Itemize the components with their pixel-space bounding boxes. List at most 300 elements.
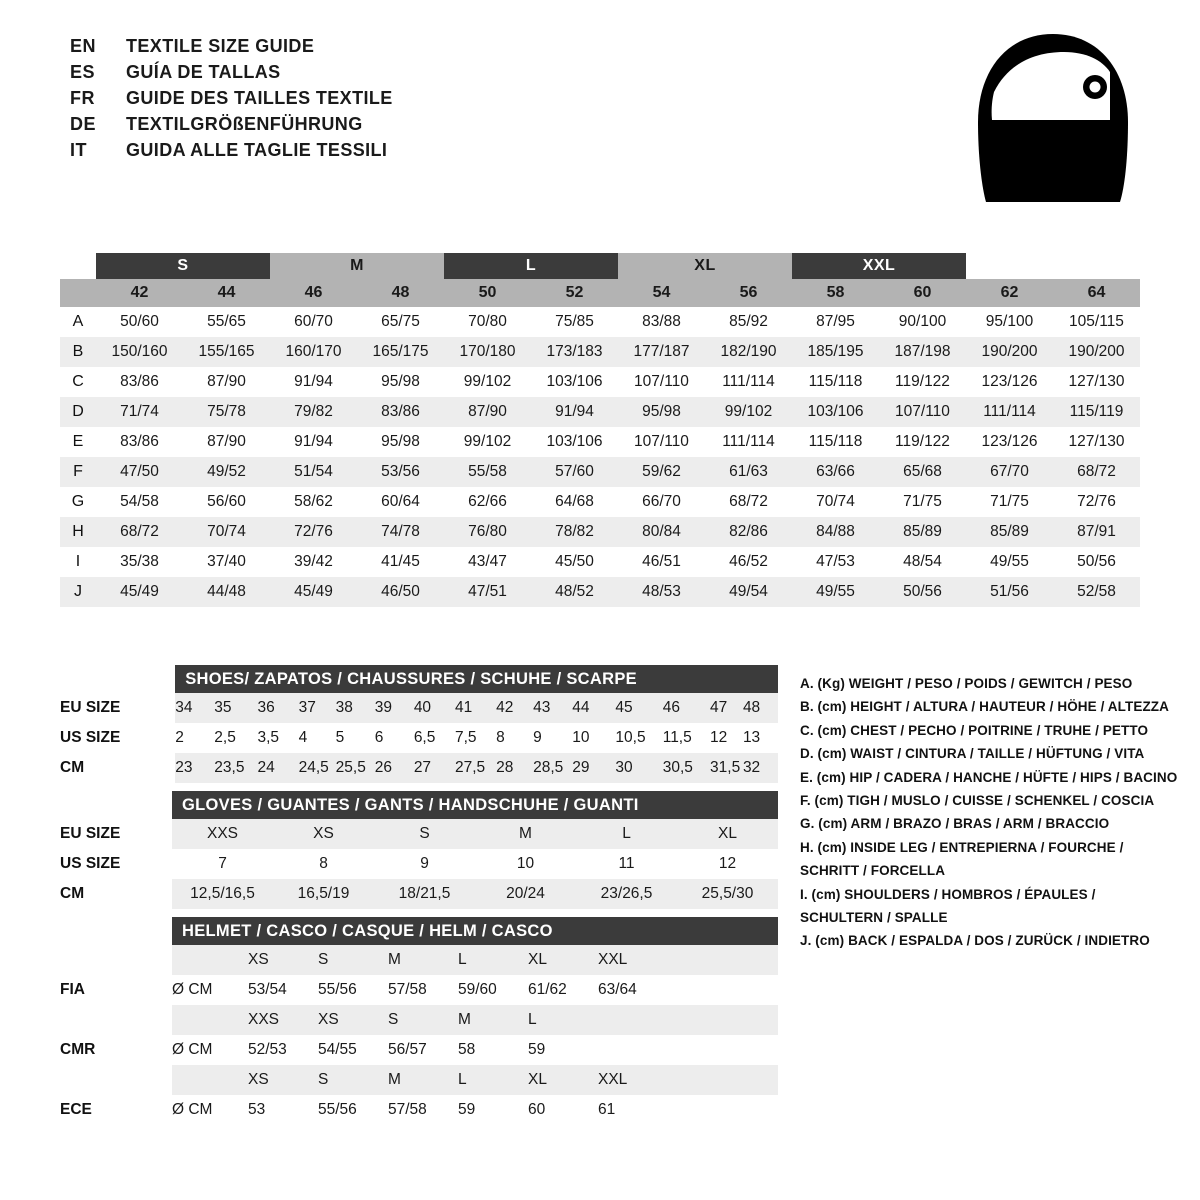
shoes-us-cell: 7,5 [455, 723, 496, 753]
measure-cell: 85/89 [966, 517, 1053, 547]
helmet-ece-row [60, 1095, 778, 1125]
helmet-cmr-header-cell: XS [318, 1005, 388, 1035]
shoes-cm-cell: 32 [743, 753, 778, 783]
table-row [60, 457, 1140, 487]
helmet-fia-header-row [60, 945, 778, 975]
row-label-eu-size: EU SIZE [60, 819, 172, 849]
measure-cell: 57/60 [531, 457, 618, 487]
helmet-icon [968, 30, 1138, 210]
measure-cell: 49/54 [705, 577, 792, 607]
measure-cell: 103/106 [531, 427, 618, 457]
measure-cell: 67/70 [966, 457, 1053, 487]
measure-cell: 74/78 [357, 517, 444, 547]
body-measurements-table [60, 253, 1140, 607]
shoes-cm-row [60, 753, 778, 783]
measure-cell: 48/53 [618, 577, 705, 607]
helmet-ece-header-cell: S [318, 1065, 388, 1095]
size-group-xl: XL [618, 253, 792, 279]
helmet-ece-header-cell: XL [528, 1065, 598, 1095]
helmet-cmr-header-cell: S [388, 1005, 458, 1035]
shoes-cm-cell: 31,5 [710, 753, 743, 783]
helmet-fia-header-cell: S [318, 945, 388, 975]
measure-cell: 83/88 [618, 307, 705, 337]
legend-line-c: C. (cm) CHEST / PECHO / POITRINE / TRUHE / PETTO [800, 722, 1149, 738]
measure-cell: 37/40 [183, 547, 270, 577]
helmet-cmr-row [60, 1035, 778, 1065]
helmet-fia-header-cell [172, 945, 248, 975]
helmet-ece-unit: Ø CM [172, 1095, 248, 1125]
measure-cell: 51/54 [270, 457, 357, 487]
header-language-code: ES [70, 62, 96, 82]
measure-cell: 99/102 [444, 367, 531, 397]
row-label-us-size: US SIZE [60, 723, 175, 753]
measure-cell: 127/130 [1053, 427, 1140, 457]
measure-cell: 190/200 [1053, 337, 1140, 367]
measure-cell: 84/88 [792, 517, 879, 547]
measure-cell: 99/102 [705, 397, 792, 427]
row-label-spacer [60, 253, 96, 279]
measure-cell: 83/86 [357, 397, 444, 427]
measure-cell: 71/75 [879, 487, 966, 517]
measure-cell: 41/45 [357, 547, 444, 577]
measure-cell: 70/80 [444, 307, 531, 337]
shoes-eu-cell: 36 [257, 693, 298, 723]
table-row [60, 367, 1140, 397]
header-title-it: GUIDA ALLE TAGLIE TESSILI [126, 140, 388, 160]
measure-cell: 71/75 [966, 487, 1053, 517]
helmet-cmr-cell: 54/55 [318, 1035, 388, 1065]
helmet-cmr-header-cell: M [458, 1005, 528, 1035]
measure-cell: 177/187 [618, 337, 705, 367]
header-language-code: FR [70, 88, 95, 108]
measure-cell: 105/115 [1053, 307, 1140, 337]
shoes-us-cell: 2,5 [214, 723, 257, 753]
size-number: 42 [96, 279, 183, 307]
shoes-eu-cell: 43 [533, 693, 572, 723]
helmet-title-row [60, 917, 778, 945]
row-label-us-size: US SIZE [60, 849, 172, 879]
helmet-cmr-cell: 52/53 [248, 1035, 318, 1065]
measure-cell: 49/55 [792, 577, 879, 607]
measure-label: I [60, 547, 96, 577]
measure-cell: 87/90 [444, 397, 531, 427]
measure-cell: 165/175 [357, 337, 444, 367]
measure-label: J [60, 577, 96, 607]
shoes-eu-cell: 41 [455, 693, 496, 723]
shoes-cm-cell: 24 [257, 753, 298, 783]
shoes-eu-cell: 47 [710, 693, 743, 723]
shoes-us-cell: 10,5 [615, 723, 662, 753]
measure-cell: 72/76 [1053, 487, 1140, 517]
shoes-cm-cell: 28,5 [533, 753, 572, 783]
shoes-table [60, 665, 778, 783]
measure-cell: 87/90 [183, 427, 270, 457]
table-row [60, 427, 1140, 457]
shoes-us-cell: 6,5 [414, 723, 455, 753]
header-title-de: TEXTILGRÖßENFÜHRUNG [126, 114, 363, 134]
shoes-cm-cell: 28 [496, 753, 533, 783]
measure-cell: 54/58 [96, 487, 183, 517]
measure-cell: 45/49 [96, 577, 183, 607]
helmet-ece-cell: 61 [598, 1095, 778, 1125]
shoes-cm-cell: 27,5 [455, 753, 496, 783]
measure-cell: 49/55 [966, 547, 1053, 577]
helmet-fia-cell: 57/58 [388, 975, 458, 1005]
measure-cell: 47/51 [444, 577, 531, 607]
helmet-ece-cell: 55/56 [318, 1095, 388, 1125]
size-number: 46 [270, 279, 357, 307]
size-number: 54 [618, 279, 705, 307]
measure-cell: 68/72 [1053, 457, 1140, 487]
measure-cell: 47/50 [96, 457, 183, 487]
table-row [60, 517, 1140, 547]
row-label-ece: ECE [60, 1095, 172, 1125]
shoes-us-cell: 4 [299, 723, 336, 753]
measure-cell: 115/119 [1053, 397, 1140, 427]
row-label-cm: CM [60, 879, 172, 909]
helmet-ece-header-cell: L [458, 1065, 528, 1095]
measure-cell: 72/76 [270, 517, 357, 547]
measure-label: F [60, 457, 96, 487]
measure-cell: 47/53 [792, 547, 879, 577]
legend-line-a: A. (Kg) WEIGHT / PESO / POIDS / GEWITCH / PESO [800, 676, 1133, 691]
gloves-eu-cell: S [374, 819, 475, 849]
measure-cell: 70/74 [792, 487, 879, 517]
legend-line-e: E. (cm) HIP / CADERA / HANCHE / HÜFTE / HIPS / BACINO [800, 769, 1178, 785]
legend-line-h: H. (cm) INSIDE LEG / ENTREPIERNA / FOURCHE / [800, 839, 1124, 855]
shoes-eu-cell: 37 [299, 693, 336, 723]
measure-cell: 185/195 [792, 337, 879, 367]
measure-cell: 61/63 [705, 457, 792, 487]
row-label-eu-size: EU SIZE [60, 693, 175, 723]
size-number: 52 [531, 279, 618, 307]
gloves-eu-cell: L [576, 819, 677, 849]
helmet-fia-row [60, 975, 778, 1005]
size-number: 58 [792, 279, 879, 307]
measure-cell: 51/56 [966, 577, 1053, 607]
legend-line-b: B. (cm) HEIGHT / ALTURA / HAUTEUR / HÖHE / ALTEZZA [800, 699, 1169, 715]
helmet-cmr-header-cell: XXS [248, 1005, 318, 1035]
helmet-fia-header-cell: XS [248, 945, 318, 975]
measure-cell: 45/50 [531, 547, 618, 577]
measure-label: C [60, 367, 96, 397]
shoes-eu-cell: 35 [214, 693, 257, 723]
measure-cell: 52/58 [1053, 577, 1140, 607]
measure-cell: 95/98 [357, 367, 444, 397]
shoes-cm-cell: 25,5 [336, 753, 375, 783]
helmet-cmr-header-cell [598, 1005, 778, 1035]
measure-cell: 115/118 [792, 367, 879, 397]
measure-cell: 182/190 [705, 337, 792, 367]
measure-cell: 75/85 [531, 307, 618, 337]
measure-cell: 90/100 [879, 307, 966, 337]
size-number: 62 [966, 279, 1053, 307]
gloves-cm-cell: 20/24 [475, 879, 576, 909]
shoes-us-cell: 11,5 [663, 723, 710, 753]
measure-label: H [60, 517, 96, 547]
spacer [60, 1065, 172, 1095]
header-language-code: DE [70, 114, 97, 134]
shoes-us-row [60, 723, 778, 753]
measure-cell: 63/66 [792, 457, 879, 487]
measure-cell: 50/56 [879, 577, 966, 607]
shoes-cm-cell: 30 [615, 753, 662, 783]
shoes-cm-cell: 29 [572, 753, 615, 783]
size-number: 64 [1053, 279, 1140, 307]
gloves-us-cell: 9 [374, 849, 475, 879]
measure-cell: 83/86 [96, 427, 183, 457]
shoes-eu-cell: 45 [615, 693, 662, 723]
size-group-m: M [270, 253, 444, 279]
spacer [60, 1005, 172, 1035]
measure-cell: 111/114 [966, 397, 1053, 427]
measure-cell: 48/54 [879, 547, 966, 577]
legend-line-h-cont: SCHRITT / FORCELLA [800, 863, 946, 879]
legend-line-f: F. (cm) TIGH / MUSLO / CUISSE / SCHENKEL / COSCIA [800, 793, 1155, 809]
measure-cell: 50/60 [96, 307, 183, 337]
gloves-cm-cell: 25,5/30 [677, 879, 778, 909]
measure-cell: 87/90 [183, 367, 270, 397]
legend-line-i-cont: SCHULTERN / SPALLE [800, 910, 948, 926]
measure-cell: 65/68 [879, 457, 966, 487]
size-number: 48 [357, 279, 444, 307]
shoes-us-cell: 9 [533, 723, 572, 753]
measure-cell: 107/110 [618, 427, 705, 457]
helmet-fia-unit: Ø CM [172, 975, 248, 1005]
header-title-en: TEXTILE SIZE GUIDE [126, 36, 315, 56]
measure-cell: 65/75 [357, 307, 444, 337]
measure-cell: 95/98 [357, 427, 444, 457]
measure-cell: 46/50 [357, 577, 444, 607]
measure-cell: 68/72 [705, 487, 792, 517]
helmet-ece-cell: 59 [458, 1095, 528, 1125]
table-row [60, 397, 1140, 427]
gloves-eu-cell: M [475, 819, 576, 849]
shoes-cm-cell: 23 [175, 753, 214, 783]
helmet-cmr-cell [598, 1035, 778, 1065]
measure-cell: 119/122 [879, 427, 966, 457]
measure-cell: 53/56 [357, 457, 444, 487]
gloves-cm-cell: 16,5/19 [273, 879, 374, 909]
measure-cell: 64/68 [531, 487, 618, 517]
shoes-eu-cell: 38 [336, 693, 375, 723]
gloves-eu-row [60, 819, 778, 849]
measure-cell: 50/56 [1053, 547, 1140, 577]
helmet-ece-header-row [60, 1065, 778, 1095]
table-row [60, 547, 1140, 577]
shoes-us-cell: 13 [743, 723, 778, 753]
row-label-cm: CM [60, 753, 175, 783]
size-group-blank [966, 253, 1140, 279]
measure-cell: 45/49 [270, 577, 357, 607]
measure-label: A [60, 307, 96, 337]
size-number: 56 [705, 279, 792, 307]
measure-cell: 155/165 [183, 337, 270, 367]
size-number: 44 [183, 279, 270, 307]
measure-cell: 119/122 [879, 367, 966, 397]
table-row [60, 337, 1140, 367]
measure-cell: 187/198 [879, 337, 966, 367]
helmet-cmr-header-row [60, 1005, 778, 1035]
helmet-ece-header-cell: XXL [598, 1065, 778, 1095]
table-row [60, 307, 1140, 337]
measure-cell: 48/52 [531, 577, 618, 607]
measure-cell: 59/62 [618, 457, 705, 487]
measure-cell: 173/183 [531, 337, 618, 367]
measure-cell: 60/64 [357, 487, 444, 517]
row-label-fia: FIA [60, 975, 172, 1005]
measure-cell: 95/98 [618, 397, 705, 427]
guide-header [70, 36, 970, 166]
spacer [60, 665, 175, 693]
helmet-title: HELMET / CASCO / CASQUE / HELM / CASCO [172, 917, 778, 945]
shoes-cm-cell: 24,5 [299, 753, 336, 783]
measure-label: D [60, 397, 96, 427]
measure-cell: 49/52 [183, 457, 270, 487]
shoes-title-row [60, 665, 778, 693]
measure-cell: 58/62 [270, 487, 357, 517]
measure-cell: 107/110 [879, 397, 966, 427]
gloves-cm-row [60, 879, 778, 909]
measure-cell: 44/48 [183, 577, 270, 607]
shoes-cm-cell: 27 [414, 753, 455, 783]
row-label-spacer [60, 279, 96, 307]
measure-cell: 76/80 [444, 517, 531, 547]
shoes-cm-cell: 23,5 [214, 753, 257, 783]
shoes-cm-cell: 30,5 [663, 753, 710, 783]
helmet-fia-cell: 53/54 [248, 975, 318, 1005]
measure-cell: 56/60 [183, 487, 270, 517]
measure-cell: 170/180 [444, 337, 531, 367]
table-row [60, 577, 1140, 607]
gloves-us-cell: 12 [677, 849, 778, 879]
measure-cell: 35/38 [96, 547, 183, 577]
shoes-us-cell: 8 [496, 723, 533, 753]
measure-cell: 123/126 [966, 427, 1053, 457]
measure-cell: 62/66 [444, 487, 531, 517]
measure-cell: 87/91 [1053, 517, 1140, 547]
header-row [70, 88, 970, 114]
helmet-ece-header-cell: M [388, 1065, 458, 1095]
shoes-us-cell: 2 [175, 723, 214, 753]
helmet-cmr-cell: 58 [458, 1035, 528, 1065]
gloves-cm-cell: 12,5/16,5 [172, 879, 273, 909]
legend-line-j: J. (cm) BACK / ESPALDA / DOS / ZURÜCK / INDIETRO [800, 933, 1150, 949]
header-language-code: EN [70, 36, 97, 56]
measure-cell: 83/86 [96, 367, 183, 397]
measure-cell: 78/82 [531, 517, 618, 547]
spacer [60, 945, 172, 975]
size-group-xxl: XXL [792, 253, 966, 279]
size-group-header-row [60, 253, 1140, 279]
helmet-cmr-cell: 56/57 [388, 1035, 458, 1065]
spacer [60, 791, 172, 819]
helmet-cmr-cell: 59 [528, 1035, 598, 1065]
helmet-fia-header-cell: XL [528, 945, 598, 975]
helmet-ece-cell: 57/58 [388, 1095, 458, 1125]
measure-cell: 87/95 [792, 307, 879, 337]
helmet-ece-cell: 60 [528, 1095, 598, 1125]
header-row [70, 114, 970, 140]
helmet-cmr-unit: Ø CM [172, 1035, 248, 1065]
measure-cell: 68/72 [96, 517, 183, 547]
measure-cell: 150/160 [96, 337, 183, 367]
measure-cell: 91/94 [531, 397, 618, 427]
legend-line-g: G. (cm) ARM / BRAZO / BRAS / ARM / BRACCIO [800, 816, 1110, 832]
measure-cell: 115/118 [792, 427, 879, 457]
shoes-eu-cell: 46 [663, 693, 710, 723]
header-title-es: GUÍA DE TALLAS [126, 62, 281, 82]
measure-cell: 80/84 [618, 517, 705, 547]
helmet-size-table [60, 917, 778, 1125]
gloves-eu-cell: XXS [172, 819, 273, 849]
gloves-us-cell: 11 [576, 849, 677, 879]
shoes-eu-cell: 40 [414, 693, 455, 723]
row-label-cmr: CMR [60, 1035, 172, 1065]
shoes-us-cell: 6 [375, 723, 414, 753]
size-group-l: L [444, 253, 618, 279]
measure-cell: 111/114 [705, 367, 792, 397]
measure-cell: 107/110 [618, 367, 705, 397]
measure-cell: 111/114 [705, 427, 792, 457]
gloves-us-row [60, 849, 778, 879]
helmet-fia-header-cell: XXL [598, 945, 778, 975]
helmet-fia-header-cell: L [458, 945, 528, 975]
header-row [70, 36, 970, 62]
helmet-cmr-header-cell: L [528, 1005, 598, 1035]
measure-cell: 85/89 [879, 517, 966, 547]
gloves-table [60, 791, 778, 909]
gloves-us-cell: 10 [475, 849, 576, 879]
size-number-row [60, 279, 1140, 307]
measure-cell: 82/86 [705, 517, 792, 547]
measure-cell: 71/74 [96, 397, 183, 427]
helmet-fia-cell: 55/56 [318, 975, 388, 1005]
measure-cell: 39/42 [270, 547, 357, 577]
legend-line-d: D. (cm) WAIST / CINTURA / TAILLE / HÜFTUNG / VITA [800, 746, 1145, 762]
measure-cell: 46/51 [618, 547, 705, 577]
shoes-us-cell: 3,5 [257, 723, 298, 753]
shoes-eu-cell: 44 [572, 693, 615, 723]
shoes-us-cell: 5 [336, 723, 375, 753]
gloves-eu-cell: XS [273, 819, 374, 849]
shoes-eu-cell: 48 [743, 693, 778, 723]
measure-cell: 55/58 [444, 457, 531, 487]
helmet-ece-cell: 53 [248, 1095, 318, 1125]
shoes-eu-row [60, 693, 778, 723]
legend-line-i: I. (cm) SHOULDERS / HOMBROS / ÉPAULES / [800, 886, 1096, 902]
size-number: 60 [879, 279, 966, 307]
measure-cell: 43/47 [444, 547, 531, 577]
measure-cell: 66/70 [618, 487, 705, 517]
measure-cell: 95/100 [966, 307, 1053, 337]
measure-label: G [60, 487, 96, 517]
table-row [60, 487, 1140, 517]
measure-label: B [60, 337, 96, 367]
measure-cell: 91/94 [270, 427, 357, 457]
gloves-title-row [60, 791, 778, 819]
helmet-fia-cell: 59/60 [458, 975, 528, 1005]
header-row [70, 62, 970, 88]
spacer [60, 917, 172, 945]
helmet-ece-header-cell: XS [248, 1065, 318, 1095]
gloves-cm-cell: 18/21,5 [374, 879, 475, 909]
shoes-eu-cell: 42 [496, 693, 533, 723]
measure-cell: 70/74 [183, 517, 270, 547]
header-language-code: IT [70, 140, 87, 160]
shoes-eu-cell: 39 [375, 693, 414, 723]
measure-cell: 79/82 [270, 397, 357, 427]
